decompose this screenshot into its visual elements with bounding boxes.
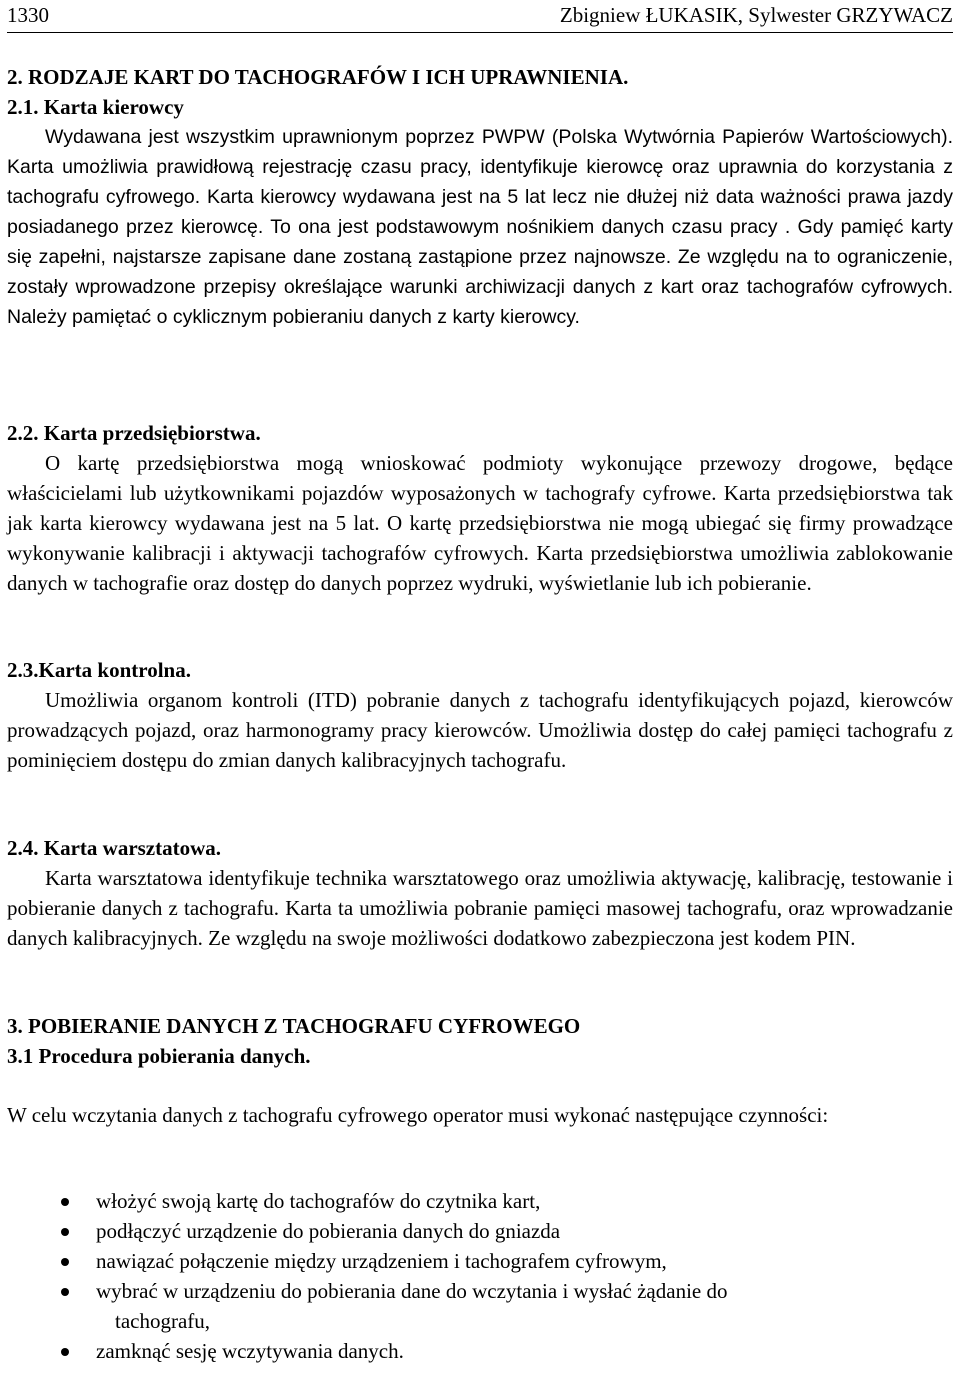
list-item-text-continuation: tachografu,: [115, 1309, 211, 1333]
page-number: 1330: [7, 3, 49, 27]
bullet-icon: [61, 1228, 69, 1236]
list-item-text: włożyć swoją kartę do tachografów do czytnika kart,: [96, 1189, 541, 1213]
running-authors: Zbigniew ŁUKASIK, Sylwester GRZYWACZ: [559, 3, 953, 27]
bullet-icon: [61, 1258, 69, 1266]
list-item-text: wybrać w urządzeniu do pobierania dane do wczytania i wysłać żądanie do: [96, 1279, 728, 1303]
section-3-heading: 3. POBIERANIE DANYCH Z TACHOGRAFU CYFROWEGO: [7, 1014, 581, 1038]
bullet-icon: [61, 1348, 69, 1356]
section-2-2-paragraph: O kartę przedsiębiorstwa mogą wnioskować podmioty wykonujące przewozy drogowe, będące właścicielami lub użytkownikami pojazdów wyposażonych w tachografy cyfrowe. Karta przedsiębiorstwa tak jak karta kierowcy wydawana jest na 5 lat. O kartę przedsiębiorstwa nie mogą ubiegać się firmy prowadzące wykonywanie kalibracji i aktywacji tachografów cyfrowych. Karta przedsiębiorstwa umożliwia zablokowanie danych w tachografie oraz dostęp do danych poprzez wydruki, wyświetlanie lub ich pobieranie.: [7, 451, 953, 595]
list-item-text: podłączyć urządzenie do pobierania danych do gniazda: [96, 1219, 561, 1243]
list-item: [7, 1186, 953, 1216]
list-item-text: nawiązać połączenie między urządzeniem i tachografem cyfrowym,: [96, 1249, 667, 1273]
bullet-icon: [61, 1198, 69, 1206]
section-2-3-heading: 2.3.Karta kontrolna.: [7, 658, 191, 682]
section-2-4-heading: 2.4. Karta warsztatowa.: [7, 836, 222, 860]
section-2-1-paragraph: Wydawana jest wszystkim uprawnionym poprzez PWPW (Polska Wytwórnia Papierów Wartościowych). Karta umożliwia prawidłową rejestrację czasu pracy, identyfikuje kierowcę oraz uprawnia do korzystania z tachografu cyfrowego. Karta kierowcy wydawana jest na 5 lat lecz nie dłużej niż data ważności prawa jazdy posiadanego przez kierowcę. To ona jest podstawowym nośnikiem danych czasu pracy . Gdy pamięć karty się zapełni, najstarsze zapisane dane zostaną zastąpione przez najnowsze. Ze względu na to ograniczenie, zostały wprowadzone przepisy określające warunki archiwizacji danych z kart oraz tachografów cyfrowych. Należy pamiętać o cyklicznym pobieraniu danych z karty kierowcy.: [7, 126, 953, 328]
section-2-heading: 2. RODZAJE KART DO TACHOGRAFÓW I ICH UPRAWNIENIA.: [7, 65, 629, 89]
header-rule: [7, 32, 953, 33]
bullet-icon: [61, 1288, 69, 1296]
list-item: [7, 1216, 953, 1246]
section-3-1-intro: W celu wczytania danych z tachografu cyfrowego operator musi wykonać następujące czynności:: [7, 1103, 829, 1127]
section-2-4-paragraph: Karta warsztatowa identyfikuje technika warsztatowego oraz umożliwia aktywację, kalibrację, testowanie i pobieranie danych z tachografu. Karta ta umożliwia pobranie pamięci masowej tachografu, oraz wprowadzanie danych kalibracyjnych. Ze względu na swoje możliwości dodatkowo zabezpieczona jest kodem PIN.: [7, 866, 953, 950]
section-3-1-heading: 3.1 Procedura pobierania danych.: [7, 1044, 311, 1068]
list-item: [7, 1246, 953, 1276]
page-header: [7, 0, 953, 34]
list-item: [7, 1276, 953, 1336]
section-2-1-heading: 2.1. Karta kierowcy: [7, 95, 184, 119]
section-2-3-paragraph: Umożliwia organom kontroli (ITD) pobranie danych z tachografu identyfikujących pojazd, kierowców prowadzących pojazd, oraz harmonogramy pracy kierowców. Umożliwia dostęp do całej pamięci tachografu z pominięciem dostępu do zmian danych kalibracyjnych tachografu.: [7, 688, 953, 772]
procedure-steps-list: [7, 1186, 953, 1366]
list-item: [7, 1336, 953, 1366]
list-item-text: zamknąć sesję wczytywania danych.: [96, 1339, 404, 1363]
section-2-2-heading: 2.2. Karta przedsiębiorstwa.: [7, 421, 261, 445]
